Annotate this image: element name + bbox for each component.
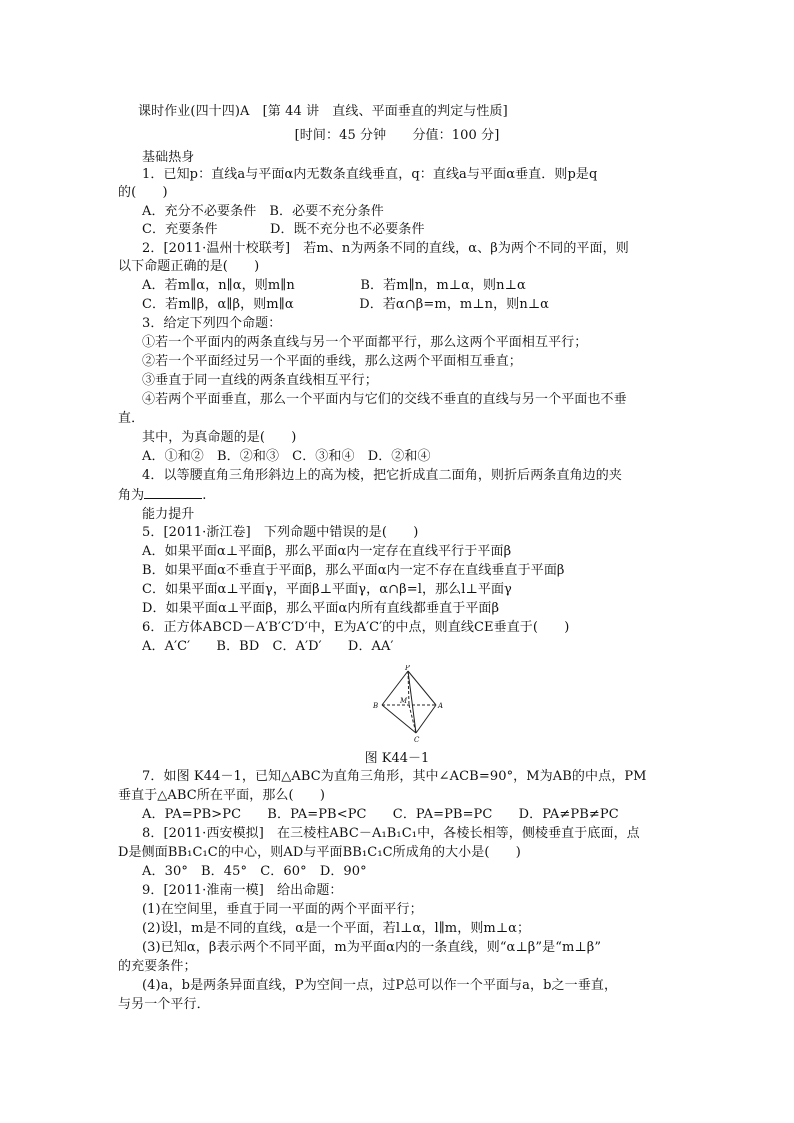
q3-prop-2: ②若一个平面经过另一个平面的垂线，那么这两个平面相互垂直； <box>142 354 522 369</box>
q9-prop-3-cont: 的充要条件； <box>118 959 197 974</box>
q5-option-a: A．如果平面α⊥平面β，那么平面α内一定存在直线平行于平面β <box>142 544 512 559</box>
header-title: 课时作业(四十四)A [第 44 讲 直线、平面垂直的判定与性质] <box>138 104 508 119</box>
figure-caption: 图 K44－1 <box>364 751 430 766</box>
q3-stem: 3．给定下列四个命题： <box>142 316 282 331</box>
label-p: P <box>405 665 410 672</box>
q3-ask: 其中，为真命题的是( ) <box>142 430 297 445</box>
q7-stem-cont: 垂直于△ABC所在平面，那么( ) <box>118 788 326 803</box>
q9-prop-4: (4)a，b是两条异面直线，P为空间一点，过P总可以作一个平面与a，b之一垂直， <box>142 978 618 993</box>
q1-options-1: A．充分不必要条件 B．必要不充分条件 <box>142 204 384 219</box>
q1-stem-cont: 的( ) <box>118 185 168 200</box>
q8-stem-cont: D是侧面BB₁C₁C的中心，则AD与平面BB₁C₁C所成角的大小是( ) <box>118 845 521 860</box>
edge-ac <box>416 705 436 733</box>
q4-stem: 4．以等腰直角三角形斜边上的高为棱，把它折成直二面角，则折后两条直角边的夹 <box>142 468 622 483</box>
q4-lead: 角为 <box>118 488 145 503</box>
q6-stem: 6．正方体ABCD－A′B′C′D′中，E为A′C′的中点，则直线CE垂直于( ) <box>142 620 570 635</box>
q9-stem: 9．[2011·淮南一模] 给出命题： <box>142 883 343 898</box>
q2-stem-cont: 以下命题正确的是( ) <box>118 259 260 274</box>
q3-prop-3: ③垂直于同一直线的两条直线相互平行； <box>142 373 378 388</box>
q5-option-c: C．如果平面α⊥平面γ，平面β⊥平面γ，α∩β=l，那么l⊥平面γ <box>142 582 512 597</box>
q9-prop-1: (1)在空间里，垂直于同一平面的两个平面平行； <box>142 902 423 917</box>
label-b: B <box>373 702 379 710</box>
q8-options: A．30° B．45° C．60° D．90° <box>142 864 367 879</box>
q9-prop-2: (2)设l，m是不同的直线，α是一个平面，若l⊥α，l∥m，则m⊥α； <box>142 921 531 936</box>
q8-stem: 8．[2011·西安模拟] 在三棱柱ABC－A₁B₁C₁中，各棱长相等，侧棱垂直于底面，点 <box>142 826 640 841</box>
header-meta: [时间：45 分钟 分值：100 分] <box>294 128 500 143</box>
q2-stem: 2．[2011·温州十校联考] 若m、n为两条不同的直线，α、β为两个不同的平面，则 <box>142 241 629 256</box>
section-advanced: 能力提升 <box>142 507 195 522</box>
q2-options-1: A．若m∥α，n∥α，则m∥n B．若m∥n，m⊥α，则n⊥α <box>142 278 526 293</box>
q9-prop-3: (3)已知α，β表示两个不同平面，m为平面α内的一条直线，则“α⊥β”是“m⊥β” <box>142 940 602 955</box>
q3-prop-1: ①若一个平面内的两条直线与另一个平面都平行，那么这两个平面相互平行； <box>142 335 588 350</box>
q3-prop-4: ④若两个平面垂直，那么一个平面内与它们的交线不垂直的直线与另一个平面也不垂 <box>142 392 627 407</box>
q4-end: . <box>202 488 207 503</box>
label-c: C <box>414 736 420 744</box>
section-basic: 基础热身 <box>142 150 195 165</box>
q3-prop-4-cont: 直． <box>118 411 145 426</box>
q4-stem-cont <box>118 486 678 504</box>
q5-option-d: D．如果平面α⊥平面β，那么平面α内所有直线都垂直于平面β <box>142 601 500 616</box>
label-m: M <box>400 697 408 705</box>
label-a: A <box>438 702 444 710</box>
q3-options: A．①和② B．②和③ C．③和④ D．②和④ <box>142 449 431 464</box>
q9-prop-4-cont: 与另一个平行． <box>118 997 210 1012</box>
tetrahedron-figure <box>370 665 450 745</box>
edge-bc <box>382 705 416 733</box>
q2-options-2: C．若m∥β，α∥β，则m∥α D．若α∩β=m，m⊥n，则n⊥α <box>142 297 550 312</box>
q5-option-b: B．如果平面α不垂直于平面β，那么平面α内一定不存在直线垂直于平面β <box>142 563 565 578</box>
q6-options: A．A′C′ B．BD C．A′D′ D．AA′ <box>142 639 394 654</box>
q4-answer-blank[interactable] <box>144 486 202 499</box>
q1-stem: 1．已知p：直线a与平面α内无数条直线垂直，q：直线a与平面α垂直．则p是q <box>142 167 598 182</box>
q5-stem: 5．[2011·浙江卷] 下列命题中错误的是( ) <box>142 525 419 540</box>
q7-stem: 7．如图 K44－1，已知△ABC为直角三角形，其中∠ACB=90°，M为AB的中点，PM <box>142 769 647 784</box>
q1-options-2: C．充要条件 D．既不充分也不必要条件 <box>142 222 425 237</box>
q7-options: A．PA=PB>PC B．PA=PB<PC C．PA=PB=PC D．PA≠PB≠PC <box>142 807 619 822</box>
